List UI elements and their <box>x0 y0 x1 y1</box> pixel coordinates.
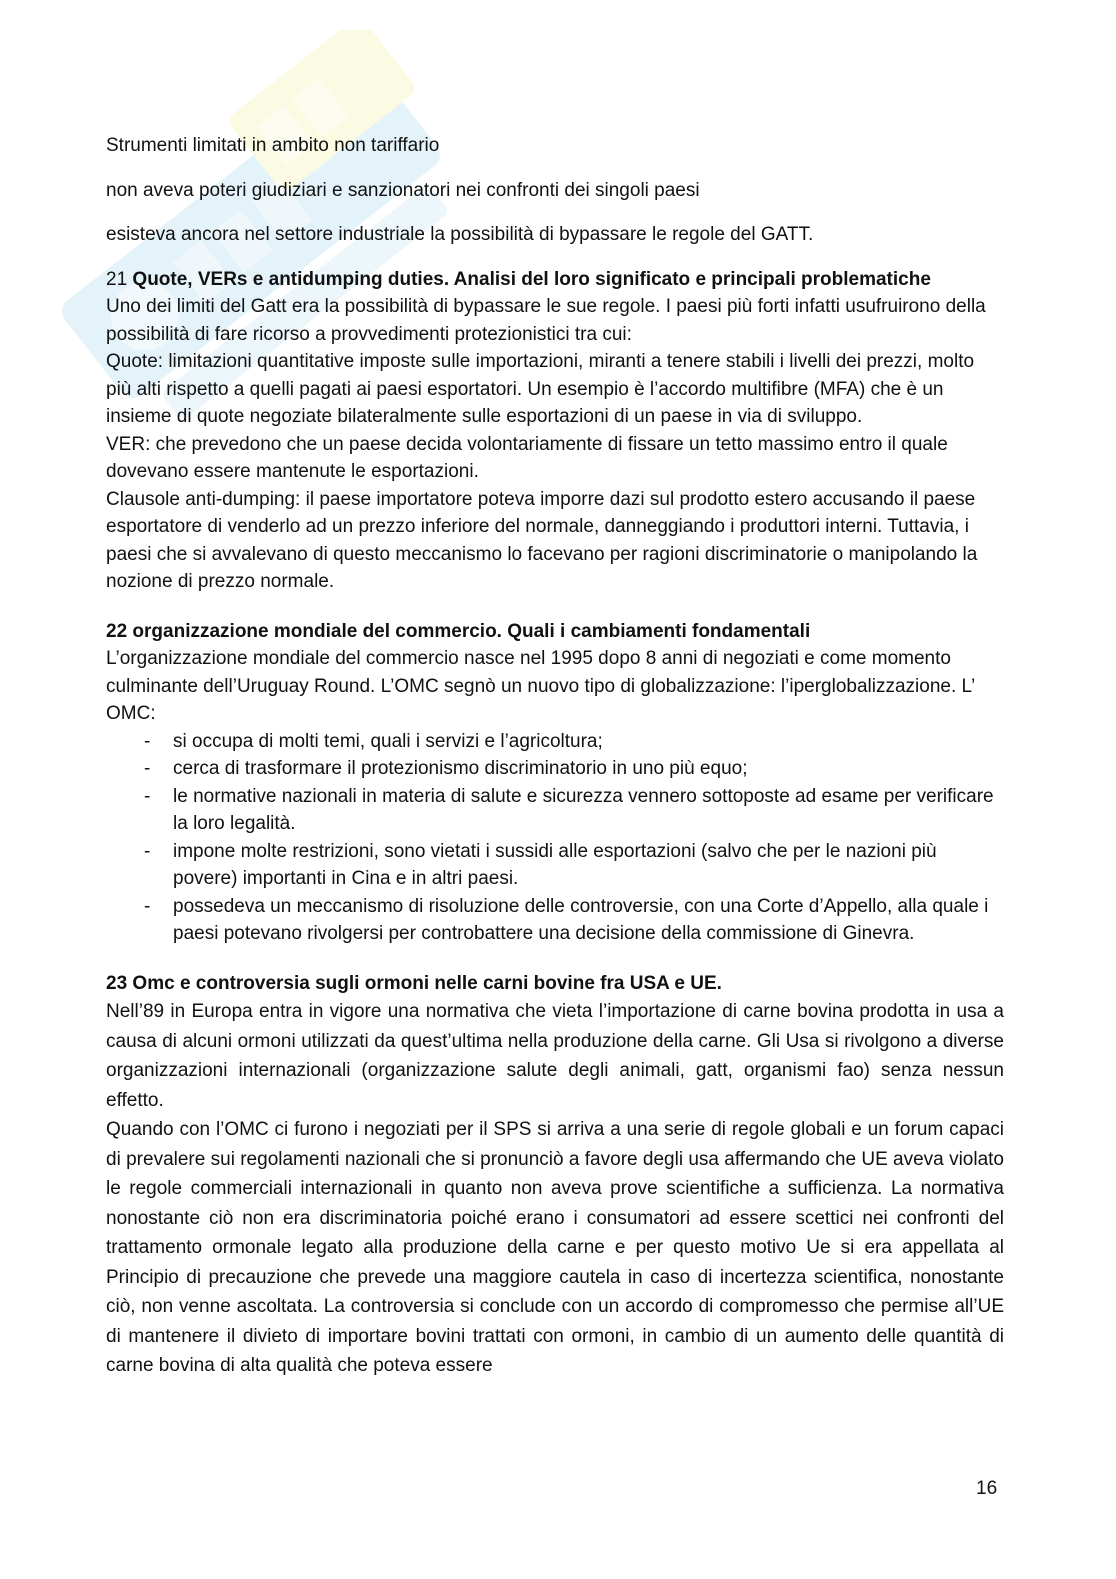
bullet-item: - impone molte restrizioni, sono vietati i sussidi alle esportazioni (salvo che per le nazioni più povere) importanti in Cina e in altri paesi. <box>106 838 1004 893</box>
section-number: 22 <box>106 620 128 642</box>
section-title: Quote, VERs e antidumping duties. Analisi del loro significato e principali problematiche <box>132 268 931 290</box>
section-heading <box>106 618 1004 646</box>
section-paragraph: Nell’89 in Europa entra in vigore una normativa che vieta l’importazione di carne bovina prodotta in usa a causa di alcuni ormoni utilizzati da quest’ultima nella produzione della carne. Gli Usa si rivolgono a diverse organizzazioni internazionali (organizzazione salute degli animali, gatt, organismi fao) senza nessun effetto. <box>106 1001 1004 1111</box>
bullet-item: - cerca di trasformare il protezionismo discriminatorio in uno più equo; <box>106 755 1004 783</box>
section-paragraph: Clausole anti-dumping: il paese importatore poteva imporre dazi sul prodotto estero accusando il paese esportatore di venderlo ad un prezzo inferiore del normale, danneggiando i produttori interni. Tuttavia, i paesi che si avvalevano di questo meccanismo lo facevano per ragioni discriminatorie o manipolando la nozione di prezzo normale. <box>106 488 978 592</box>
intro-line: Strumenti limitati in ambito non tariffario <box>106 135 440 156</box>
section-paragraph: Quando con l’OMC ci furono i negoziati per il SPS si arriva a una serie di regole globali e un forum capaci di prevalere sui regolamenti nazionali che si pronunciò a favore degli usa affermando che UE aveva violato le regole commerciali internazionali in quanto non aveva prove scientifiche a sufficienza. La normativa nonostante ciò non era discriminatoria poiché erano i consumatori ad essere scettici nei confronti del trattamento ormonale legato alla produzione della carne e per questo motivo Ue si era appellata al Principio di precauzione che prevede una maggiore cautela in caso di incertezza scientifica, nonostante ciò, non venne ascoltata. La controversia si conclude con un accordo di compromesso che permise all’UE di mantenere il divieto di importare bovini trattati con ormoni, in cambio di un aumento delle quantità di carne bovina di alta qualità che poteva essere <box>106 1119 1004 1376</box>
page-number: 16 <box>976 1478 998 1499</box>
section-22 <box>106 618 1004 948</box>
bullet-item: - possedeva un meccanismo di risoluzione delle controversie, con una Corte d’Appello, alla quale i paesi potevano rivolgersi per controbattere una decisione della commissione di Ginevra. <box>106 893 1004 948</box>
section-number: 21 <box>106 268 128 290</box>
section-paragraph: L’organizzazione mondiale del commercio nasce nel 1995 dopo 8 anni di negoziati e come momento culminante dell’Uruguay Round. L’OMC segnò un nuovo tipo di globalizzazione: l’iperglobalizzazione. L’ OMC: <box>106 648 975 724</box>
document-body <box>106 132 1004 1381</box>
bullet-item: - si occupa di molti temi, quali i servizi e l’agricoltura; <box>106 728 1004 756</box>
section-21 <box>106 266 1004 596</box>
section-paragraph: Quote: limitazioni quantitative imposte sulle importazioni, miranti a tenere stabili i livelli dei prezzi, molto più alti rispetto a quelli pagati ai paesi esportatori. Un esempio è l’accordo multifibre (MFA) che è un insieme di quote negoziate bilateralmente sulle esportazioni di un paese in via di sviluppo. <box>106 351 975 427</box>
intro-line: esisteva ancora nel settore industriale la possibilità di bypassare le regole del GATT. <box>106 224 814 245</box>
section-heading <box>106 266 1004 294</box>
section-paragraph: Uno dei limiti del Gatt era la possibilità di bypassare le sue regole. I paesi più forti infatti usufruirono della possibilità di fare ricorso a provvedimenti protezionistici tra cui: <box>106 296 986 345</box>
section-title: Omc e controversia sugli ormoni nelle carni bovine fra USA e UE. <box>132 972 722 994</box>
intro-line: non aveva poteri giudiziari e sanzionatori nei confronti dei singoli paesi <box>106 179 700 201</box>
intro-block <box>106 132 1004 249</box>
section-23 <box>106 970 1004 1381</box>
section-heading <box>106 970 1004 998</box>
section-paragraph: VER: che prevedono che un paese decida volontariamente di fissare un tetto massimo entro il quale dovevano essere mantenute le esportazioni. <box>106 433 948 482</box>
bullet-list <box>106 728 1004 948</box>
section-number: 23 <box>106 972 128 994</box>
bullet-item: - le normative nazionali in materia di salute e sicurezza vennero sottoposte ad esame per verificare la loro legalità. <box>106 783 1004 838</box>
section-title: organizzazione mondiale del commercio. Quali i cambiamenti fondamentali <box>132 620 811 642</box>
